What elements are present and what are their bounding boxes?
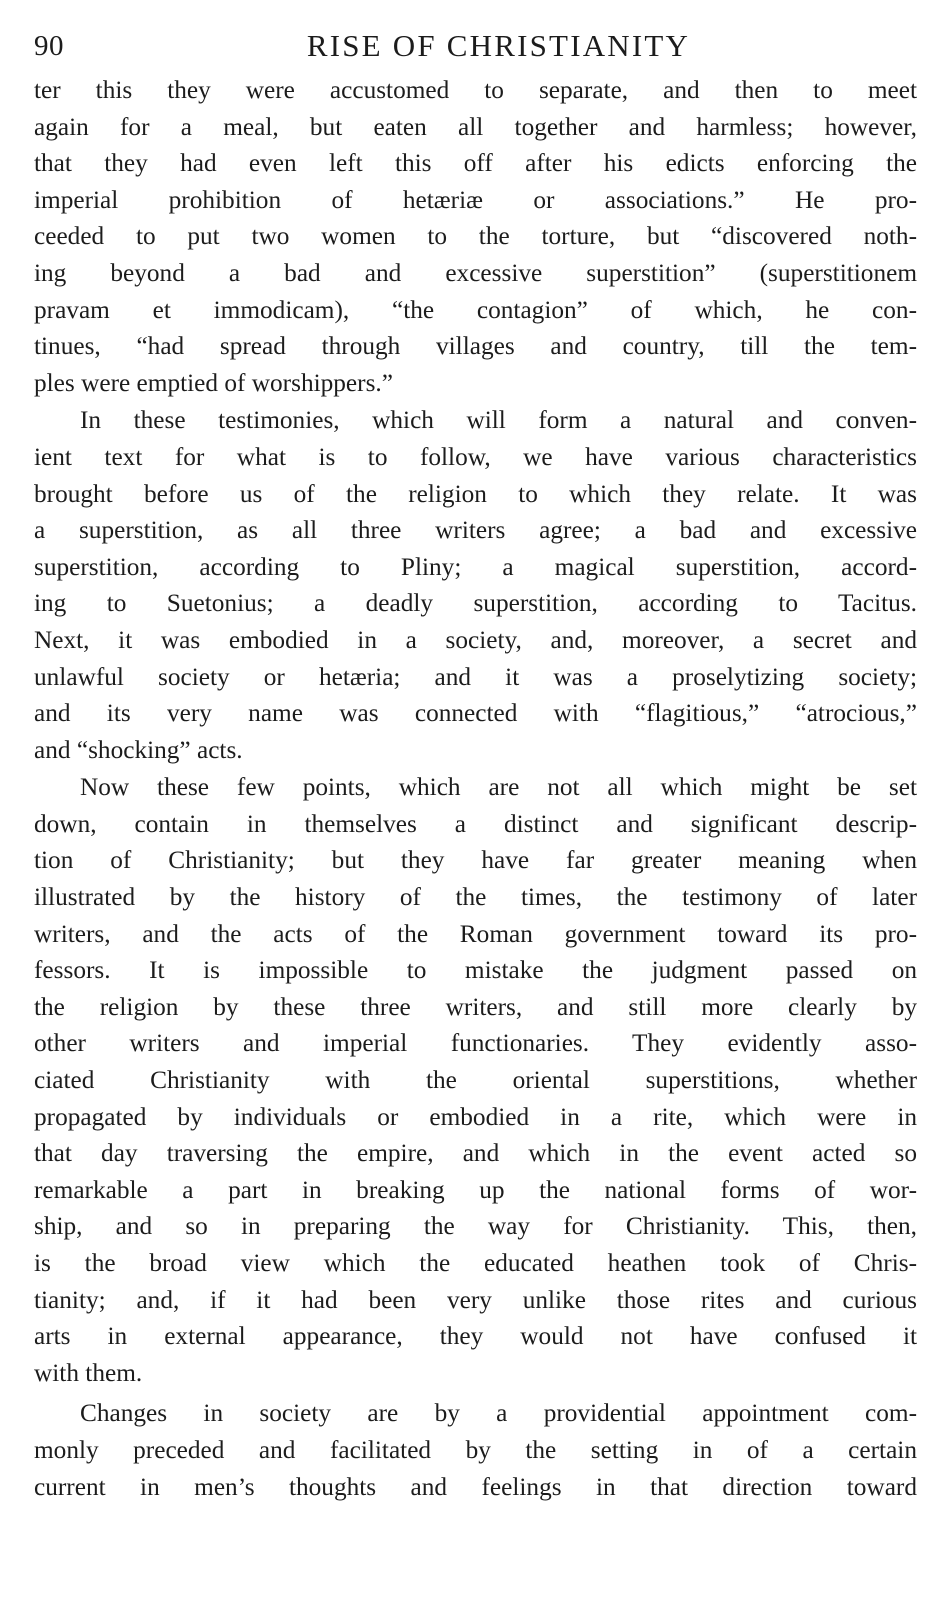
text-line: ceeded to put two women to the torture, but “discovered noth- (34, 222, 917, 251)
text-line: that day traversing the empire, and which in the event acted so (34, 1139, 917, 1168)
text-line: superstition, according to Pliny; a magical superstition, accord- (34, 552, 917, 581)
text-line: is the broad view which the educated heathen took of Chris- (34, 1249, 917, 1277)
text-line: tinues, “had spread through villages and country, till the tem- (34, 332, 917, 361)
text-line: tion of Christianity; but they have far greater meaning when (34, 846, 917, 875)
text-line: ing to Suetonius; a deadly superstition, according to Tacitus. (34, 589, 917, 618)
text-line: remarkable a part in breaking up the national forms of wor- (34, 1175, 917, 1204)
text-line: with them. (34, 1358, 143, 1387)
text-line: ter this they were accustomed to separate, and then to meet (34, 76, 917, 104)
text-line: ship, and so in preparing the way for Christianity. This, then, (34, 1212, 917, 1241)
text-line: unlawful society or hetæria; and it was a proselytizing society; (34, 662, 917, 691)
text-line: brought before us of the religion to which they relate. It was (34, 479, 917, 508)
running-head (34, 22, 917, 74)
text-line: propagated by individuals or embodied in a rite, which were in (34, 1102, 917, 1131)
paragraph-3 (34, 769, 917, 1391)
paragraph-1 (34, 72, 917, 401)
text-line: the religion by these three writers, and still more clearly by (34, 992, 917, 1021)
text-line: illustrated by the history of the times, the testimony of later (34, 883, 917, 912)
paragraph-2 (34, 402, 917, 768)
book-page (34, 22, 917, 1505)
text-line: down, contain in themselves a distinct and significant descrip- (34, 809, 917, 838)
text-line: that they had even left this off after his edicts enforcing the (34, 149, 917, 178)
text-line: fessors. It is impossible to mistake the judgment passed on (34, 956, 917, 985)
text-line: ples were emptied of worshippers.” (34, 368, 393, 397)
text-line: ciated Christianity with the oriental superstitions, whether (34, 1066, 917, 1095)
text-line: writers, and the acts of the Roman government toward its pro- (34, 919, 917, 948)
running-title: RISE OF CHRISTIANITY (306, 28, 691, 63)
text-line: tianity; and, if it had been very unlike those rites and curious (34, 1285, 917, 1314)
text-line: imperial prohibition of hetæriæ or associations.” He pro- (34, 185, 917, 214)
text-line: Changes in society are by a providential appointment com- (80, 1399, 917, 1428)
text-line: arts in external appearance, they would not have confused it (34, 1322, 917, 1351)
text-line: In these testimonies, which will form a natural and conven- (80, 406, 917, 435)
text-line: monly preceded and facilitated by the setting in of a certain (34, 1435, 917, 1464)
text-line: current in men’s thoughts and feelings in that direction toward (34, 1472, 917, 1501)
text-line: a superstition, as all three writers agree; a bad and excessive (34, 516, 917, 545)
page-number: 90 (34, 30, 64, 62)
text-line: pravam et immodicam), “the contagion” of which, he con- (34, 295, 917, 324)
text-line: other writers and imperial functionaries. They evidently asso- (34, 1029, 917, 1058)
text-line: and its very name was connected with “flagitious,” “atrocious,” (34, 699, 917, 728)
text-line: and “shocking” acts. (34, 735, 243, 764)
text-line: ient text for what is to follow, we have various characteristics (34, 442, 917, 471)
paragraph-4 (34, 1395, 917, 1505)
body-text (34, 72, 917, 1505)
text-line: Next, it was embodied in a society, and, moreover, a secret and (34, 625, 917, 654)
text-line: ing beyond a bad and excessive superstition” (superstitionem (34, 258, 917, 287)
text-line: Now these few points, which are not all which might be set (80, 773, 917, 802)
text-line: again for a meal, but eaten all together and harmless; however, (34, 112, 917, 141)
